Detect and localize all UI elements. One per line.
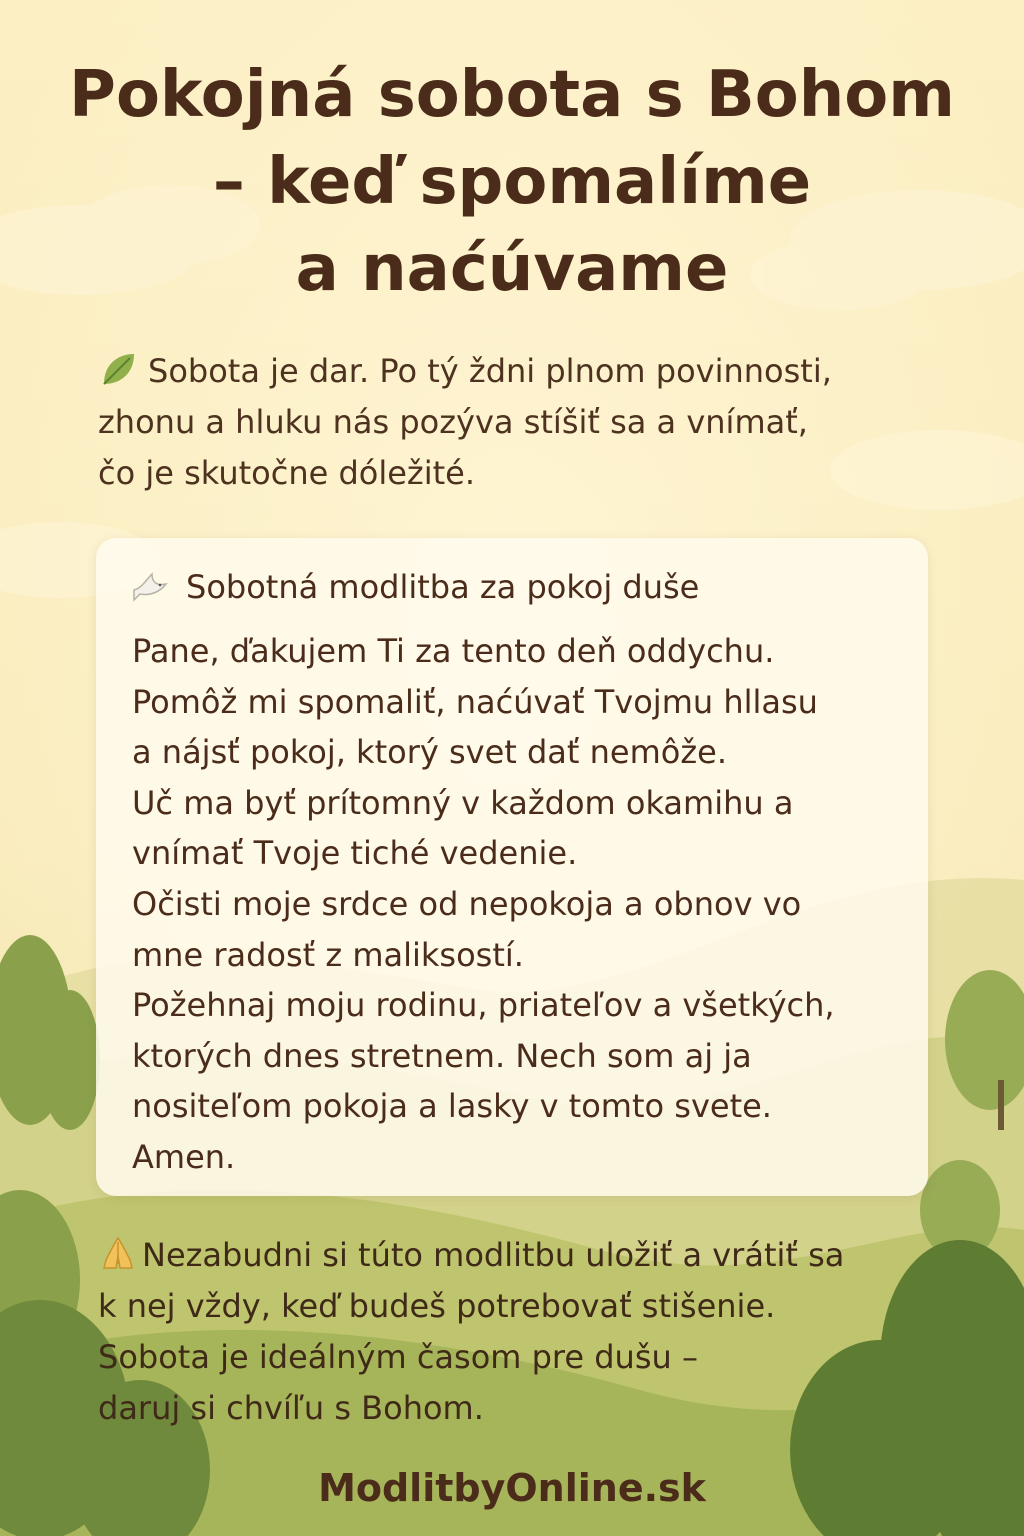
leaf-icon: [98, 350, 138, 390]
prayer-line: Pomôž mi spomaliť, naćúvať Tvojmu hllasu: [132, 682, 818, 721]
intro-line-2: zhonu a hluku nás pozýva stíšiť sa a vnímať,: [98, 403, 808, 441]
title-line-3: a naćúvame: [295, 232, 729, 306]
prayer-line: vnímať Tvoje tiché vedenie.: [132, 834, 578, 873]
prayer-line: mne radosť z maliksostí.: [132, 935, 524, 974]
page-title: [40, 52, 984, 313]
outro-line-1: Nezabudni si túto modlitbu uložiť a vrátiť sa: [98, 1230, 938, 1281]
outro-line-4: daruj si chvíľu s Bohom.: [98, 1389, 484, 1427]
prayer-line: Očisti moje srdce od nepokoja a obnov vo: [132, 884, 802, 923]
intro-line-1: Sobota je dar. Po tý ždni plnom povinnosti,: [98, 346, 938, 397]
prayer-line: Uč ma byť prítomný v každom okamihu a: [132, 783, 794, 822]
title-line-1: Pokojná sobota s Bohom: [69, 58, 955, 132]
dove-icon: [130, 566, 170, 606]
outro-line-3: Sobota je ideálným časom pre dušu –: [98, 1338, 698, 1376]
outro-line-2: k nej vždy, keď budeš potrebovať stišenie.: [98, 1287, 776, 1325]
prayer-card: [96, 538, 928, 1196]
praying-hands-icon: [98, 1234, 138, 1274]
prayer-line: Požehnaj moju rodinu, priateľov a všetkých,: [132, 986, 835, 1025]
prayer-text: [132, 626, 912, 1183]
intro-line-3: čo je skutočne dóležité.: [98, 454, 476, 492]
outro-paragraph: [98, 1230, 938, 1434]
title-line-2: – keď spomalíme: [212, 145, 812, 219]
intro-paragraph: [98, 346, 938, 499]
prayer-line: Pane, ďakujem Ti za tento deň oddychu.: [132, 632, 775, 670]
prayer-line: a nájsť pokoj, ktorý svet dať nemôže.: [132, 733, 727, 772]
prayer-heading: Sobotná modlitba za pokoj duše: [130, 564, 699, 610]
prayer-line: nositeľom pokoja a lasky v tomto svete.: [132, 1087, 772, 1126]
prayer-line: Amen.: [132, 1137, 236, 1176]
prayer-line: ktorých dnes stretnem. Nech som aj ja: [132, 1036, 752, 1075]
site-brand: ModlitbyOnline.sk: [318, 1466, 706, 1510]
